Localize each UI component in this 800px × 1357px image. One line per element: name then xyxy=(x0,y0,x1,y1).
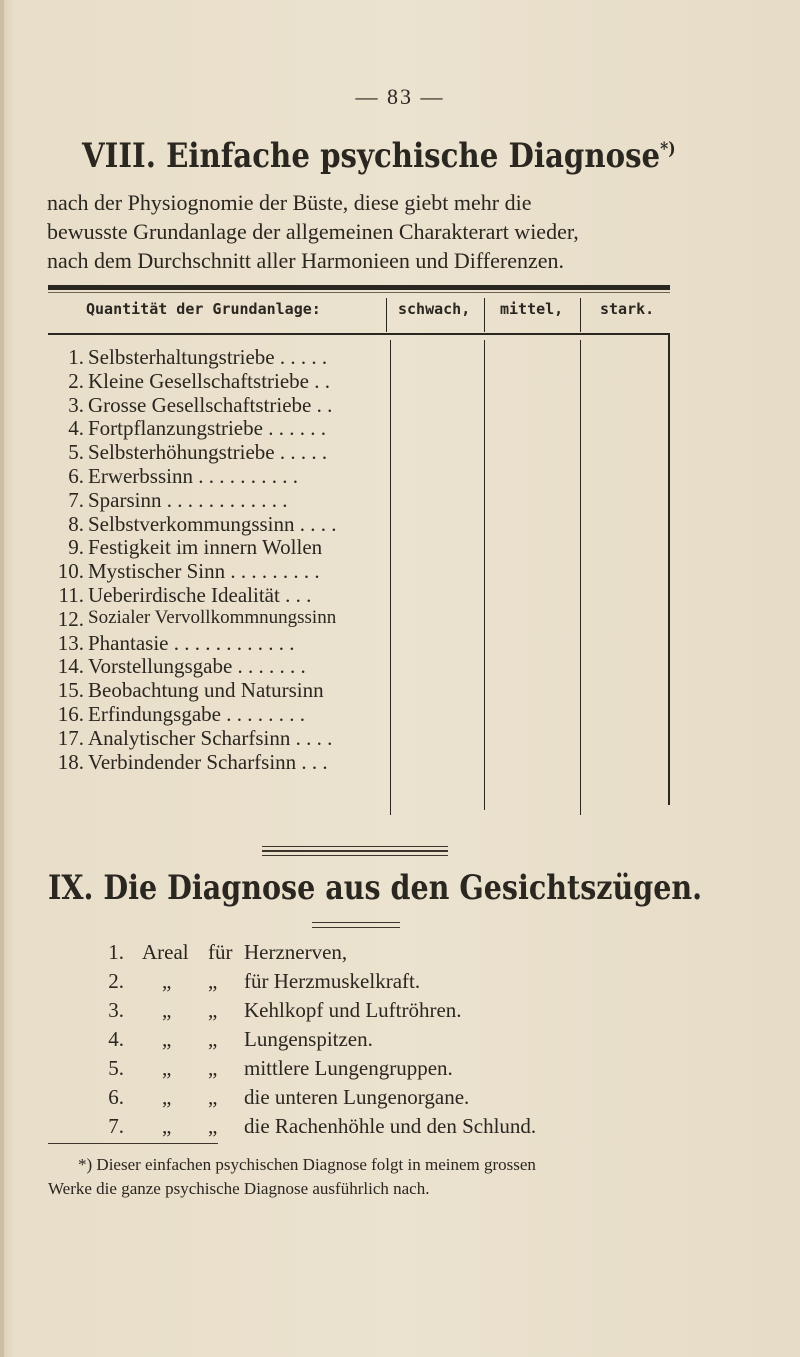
header-weak: schwach, xyxy=(398,300,471,318)
item-col-a: „ xyxy=(162,1056,172,1080)
row-label: Erfindungsgabe . . . . . . . . xyxy=(88,701,305,726)
header-bottom-rule xyxy=(48,333,670,335)
title-underline xyxy=(312,927,400,928)
footnote-line: *) Dieser einfachen psychischen Diagnose folgt in meinem grossen xyxy=(78,1155,536,1174)
row-label: Verbindender Scharfsinn . . . xyxy=(88,749,328,774)
header-divider xyxy=(484,298,485,332)
item-number: 4. xyxy=(108,1027,124,1051)
row-number: 5. xyxy=(68,440,84,465)
table-row xyxy=(42,393,402,417)
table-row xyxy=(42,488,402,512)
table-row xyxy=(42,440,402,464)
row-number: 17. xyxy=(57,725,84,750)
row-number: 10. xyxy=(57,559,84,584)
table-row xyxy=(42,678,402,702)
item-number: 5. xyxy=(108,1056,124,1080)
table-row xyxy=(42,607,402,631)
row-number: 15. xyxy=(57,678,84,703)
row-number: 14. xyxy=(57,654,84,679)
row-label: Sozialer Vervollkommnungssinn xyxy=(88,606,337,628)
item-col-b: „ xyxy=(208,998,218,1022)
item-text: die Rachenhöhle und den Schlund. xyxy=(244,1114,537,1138)
header-divider xyxy=(580,298,581,332)
table-row xyxy=(42,750,402,774)
section-divider xyxy=(262,850,448,852)
row-label: Beobachtung und Natursinn xyxy=(88,678,324,703)
header-quantity: Quantität der Grundanlage: xyxy=(86,300,321,318)
row-label: Selbstverkommungssinn . . . . xyxy=(88,511,337,536)
table-row xyxy=(42,583,402,607)
row-label: Grosse Gesellschaftstriebe . . xyxy=(88,392,333,417)
row-label: Phantasie . . . . . . . . . . . . xyxy=(88,630,295,655)
row-number: 11. xyxy=(58,582,84,607)
footnote-line: Werke die ganze psychische Diagnose ausführlich nach. xyxy=(48,1179,430,1198)
section-9-title: IX. Die Diagnose aus den Gesichtszügen. xyxy=(48,868,703,908)
row-number: 8. xyxy=(68,511,84,536)
column-divider xyxy=(580,340,581,815)
table-top-rule xyxy=(48,285,670,290)
row-label: Festigkeit im innern Wollen xyxy=(88,535,323,560)
table-row xyxy=(42,726,402,750)
row-label: Erwerbssinn . . . . . . . . . . xyxy=(88,463,298,488)
section-divider xyxy=(262,855,448,856)
row-label: Kleine Gesellschaftstriebe . . xyxy=(88,368,330,393)
item-col-a: „ xyxy=(162,1027,172,1051)
table-row xyxy=(42,559,402,583)
item-col-b: für xyxy=(208,940,233,964)
intro-line: nach dem Durchschnitt aller Harmonieen und Differenzen. xyxy=(47,248,564,273)
row-number: 12. xyxy=(57,606,84,631)
row-number: 9. xyxy=(68,535,84,560)
table-row xyxy=(42,369,402,393)
table-row xyxy=(42,535,402,559)
item-number: 7. xyxy=(108,1114,124,1138)
item-text: die unteren Lungenorgane. xyxy=(244,1085,470,1109)
column-divider xyxy=(484,340,485,810)
section-8-title-text: VIII. Einfache psychische Diagnose xyxy=(82,136,661,176)
row-number: 13. xyxy=(57,630,84,655)
table-row xyxy=(42,416,402,440)
row-number: 7. xyxy=(68,487,84,512)
table-right-border xyxy=(668,335,670,805)
row-number: 16. xyxy=(57,701,84,726)
header-medium: mittel, xyxy=(500,300,564,318)
item-col-a: „ xyxy=(162,969,172,993)
footnote xyxy=(48,1153,688,1201)
row-number: 4. xyxy=(68,416,84,441)
item-col-b: „ xyxy=(208,1027,218,1051)
table-row xyxy=(42,702,402,726)
header-divider xyxy=(386,298,387,332)
row-number: 2. xyxy=(68,368,84,393)
item-text: Kehlkopf und Luftröhren. xyxy=(244,998,462,1022)
trait-list xyxy=(42,345,402,773)
item-col-b: „ xyxy=(208,969,218,993)
row-label: Analytischer Scharfsinn . . . . xyxy=(88,725,333,750)
row-label: Selbsterhaltungstriebe . . . . . xyxy=(88,345,328,369)
table-row xyxy=(42,631,402,655)
page-number: — 83 — xyxy=(355,84,445,109)
item-text: für Herzmuskelkraft. xyxy=(244,969,421,993)
footnote-rule xyxy=(48,1143,218,1144)
item-col-a: „ xyxy=(162,998,172,1022)
item-col-a: „ xyxy=(162,1114,172,1138)
table-row xyxy=(42,464,402,488)
row-number: 3. xyxy=(68,392,84,417)
item-number: 6. xyxy=(108,1085,124,1109)
item-col-a: Areal xyxy=(142,940,189,964)
row-label: Vorstellungsgabe . . . . . . . xyxy=(88,654,306,679)
section-divider xyxy=(262,846,448,847)
footnote-marker: *) xyxy=(660,138,676,160)
row-label: Mystischer Sinn . . . . . . . . . xyxy=(88,559,320,584)
table-row xyxy=(42,654,402,678)
row-label: Ueberirdische Idealität . . . xyxy=(88,582,312,607)
table-row xyxy=(42,345,402,369)
page-edge xyxy=(0,0,4,1357)
row-number: 18. xyxy=(57,749,84,774)
title-underline xyxy=(312,922,400,923)
item-number: 1. xyxy=(108,940,124,964)
row-label: Selbsterhöhungstriebe . . . . . xyxy=(88,440,328,465)
header-strong: stark. xyxy=(600,300,655,318)
table-top-thin-rule xyxy=(48,292,670,293)
item-number: 3. xyxy=(108,998,124,1022)
row-number: 6. xyxy=(68,463,84,488)
row-label: Sparsinn . . . . . . . . . . . . xyxy=(88,487,288,512)
item-col-b: „ xyxy=(208,1056,218,1080)
item-text: Lungenspitzen. xyxy=(244,1027,373,1051)
intro-line: nach der Physiognomie der Büste, diese giebt mehr die xyxy=(47,190,532,215)
row-label: Fortpflanzungstriebe . . . . . . xyxy=(88,416,326,441)
item-text: Herznerven, xyxy=(244,940,348,964)
intro-line: bewusste Grundanlage der allgemeinen Charakterart wieder, xyxy=(47,219,579,244)
item-col-a: „ xyxy=(162,1085,172,1109)
row-number: 1. xyxy=(68,345,84,369)
item-col-b: „ xyxy=(208,1114,218,1138)
item-text: mittlere Lungengruppen. xyxy=(244,1056,453,1080)
section-8-intro xyxy=(47,188,677,275)
table-row xyxy=(42,512,402,536)
section-8-title xyxy=(82,136,676,176)
item-number: 2. xyxy=(108,969,124,993)
item-col-b: „ xyxy=(208,1085,218,1109)
